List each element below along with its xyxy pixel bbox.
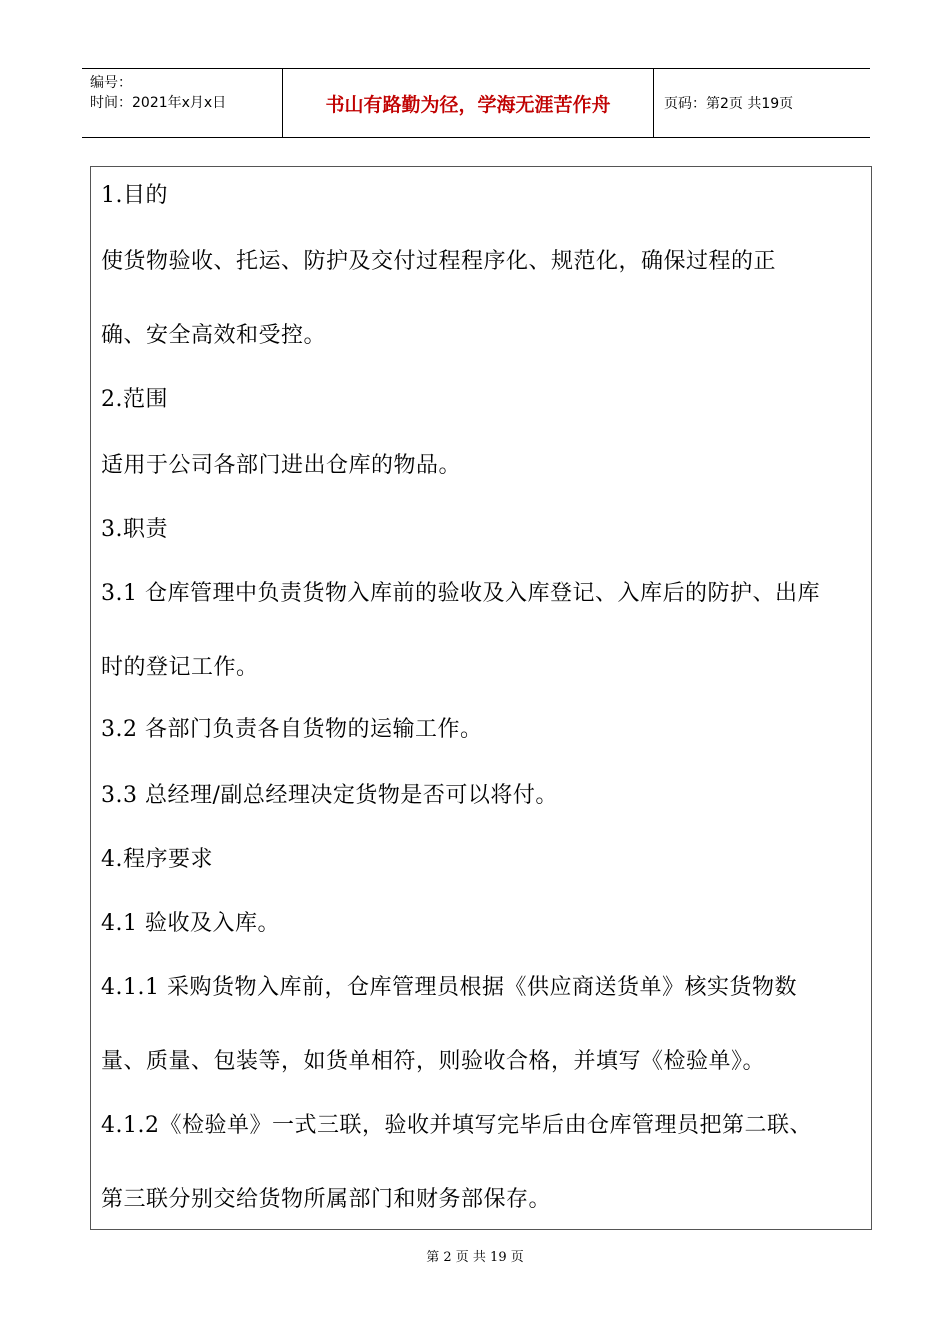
paragraph-line: 量、质量、包装等，如货单相符，则验收合格，并填写《检验单》。	[101, 1049, 766, 1074]
doc-time-label: 时间：2021年x月x日	[90, 95, 227, 111]
section-heading-procedure: 4.程序要求	[101, 847, 213, 872]
page-header	[82, 68, 870, 138]
header-meta	[82, 69, 282, 137]
page-footer: 第 2 页 共 19 页	[426, 1250, 524, 1265]
paragraph-line: 3.3 总经理/副总经理决定货物是否可以将付。	[101, 783, 558, 808]
paragraph-line: 4.1.2《检验单》一式三联，验收并填写完毕后由仓库管理员把第二联、	[101, 1113, 812, 1138]
paragraph-line: 3.2 各部门负责各自货物的运输工作。	[101, 717, 483, 742]
paragraph-line: 第三联分别交给货物所属部门和财务部保存。	[101, 1187, 552, 1212]
paragraph-line: 适用于公司各部门进出仓库的物品。	[101, 453, 462, 478]
doc-number-label: 编号：	[90, 75, 132, 91]
section-heading-duties: 3.职责	[101, 517, 168, 542]
paragraph-line: 3.1 仓库管理中负责货物入库前的验收及入库登记、入库后的防护、出库	[101, 581, 820, 606]
paragraph-line: 4.1 验收及入库。	[101, 911, 280, 936]
section-heading-scope: 2.范围	[101, 387, 168, 412]
section-heading-purpose: 1.目的	[101, 183, 168, 208]
paragraph-line: 4.1.1 采购货物入库前，仓库管理员根据《供应商送货单》核实货物数	[101, 975, 797, 1000]
header-page-info: 页码：第2页 共19页	[664, 96, 794, 112]
paragraph-line: 确、安全高效和受控。	[101, 323, 327, 348]
paragraph-line: 时的登记工作。	[101, 655, 259, 680]
paragraph-line: 使货物验收、托运、防护及交付过程程序化、规范化，确保过程的正	[101, 249, 777, 274]
header-motto: 书山有路勤为径，学海无涯苦作舟	[282, 69, 654, 137]
